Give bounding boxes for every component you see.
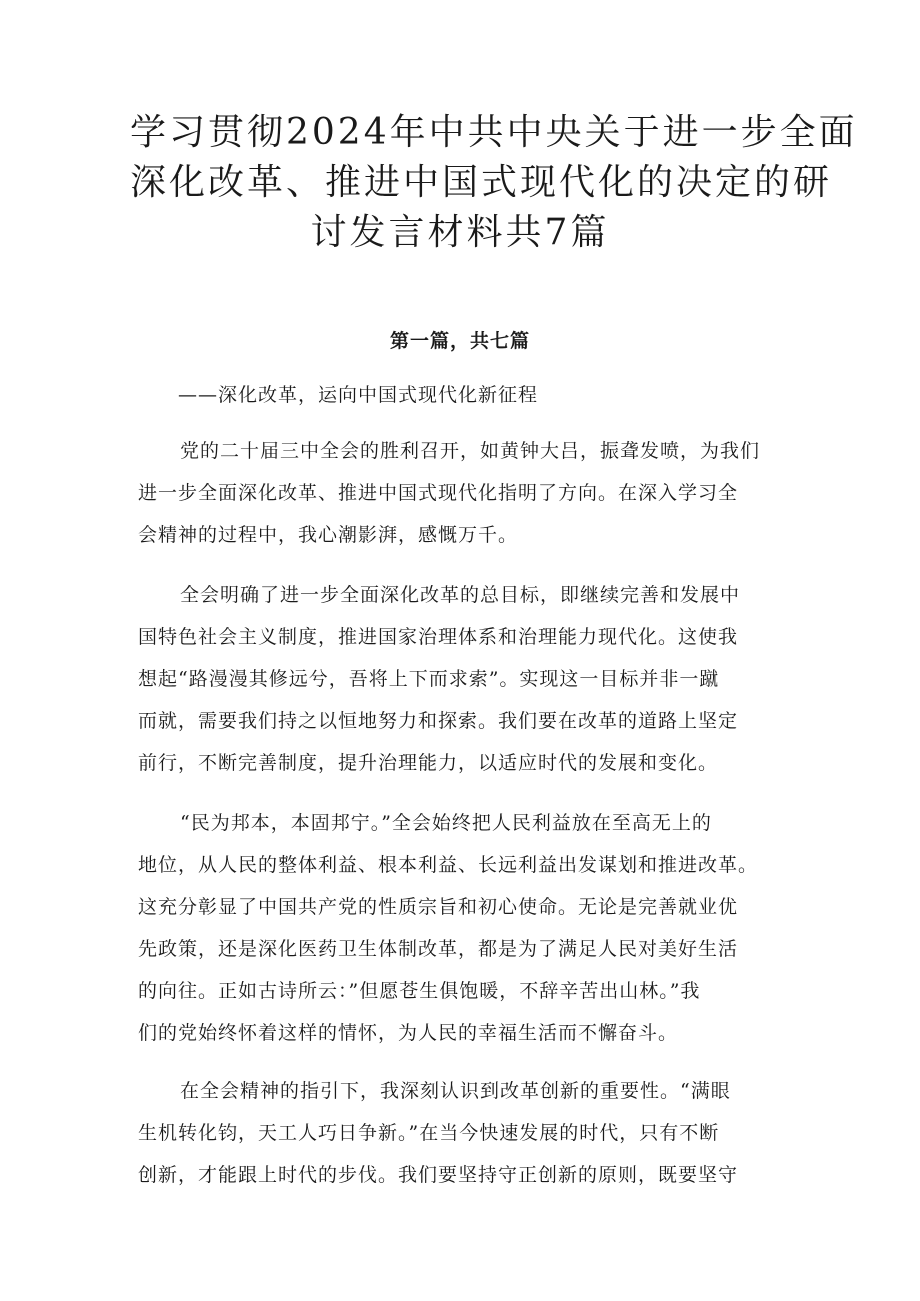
title-line: 学习贯彻2024年中共中央关于进一步全面: [130, 112, 858, 153]
paragraph-line: 地位，从人民的整体利益、根本利益、长远利益出发谋划和推进改革。: [138, 854, 759, 876]
paragraph-line: 想起“路漫漫其修远兮，吾将上下而求索”。实现这一目标并非一蹴: [138, 668, 720, 690]
paragraph-line: 前行，不断完善制度，提升治理能力，以适应时代的发展和变化。: [138, 752, 719, 774]
paragraph-line: “民为邦本，本固邦宁。”全会始终把人民利益放在至高无上的: [180, 812, 712, 834]
section-subtitle: ——深化改革，运向中国式现代化新征程: [178, 384, 539, 406]
paragraph-2: [138, 574, 798, 784]
paragraph-3: [138, 802, 798, 1054]
paragraph-1: [138, 430, 798, 556]
paragraph-line: 进一步全面深化改革、推进中国式现代化指明了方向。在深入学习全: [138, 482, 739, 504]
paragraph-line: 这充分彰显了中国共产党的性质宗旨和初心使命。无论是完善就业优: [138, 896, 739, 918]
paragraph-line: 先政策，还是深化医药卫生体制改革，都是为了满足人民对美好生活: [138, 938, 739, 960]
paragraph-line: 而就，需要我们持之以恒地努力和探索。我们要在改革的道路上坚定: [138, 710, 739, 732]
paragraph-line: 全会明确了进一步全面深化改革的总目标，即继续完善和发展中: [180, 584, 741, 606]
paragraph-line: 的向往。正如古诗所云：”但愿苍生俱饱暖，不辞辛苦出山林。”我: [138, 980, 701, 1002]
title-line: 讨发言材料共7篇: [310, 212, 610, 253]
section-title: 第一篇，共七篇: [389, 330, 530, 352]
title-line: 深化改革、推进中国式现代化的决定的研: [130, 162, 833, 203]
paragraph-line: 党的二十届三中全会的胜利召开，如黄钟大吕，振聋发喷，为我们: [180, 440, 761, 462]
paragraph-line: 们的党始终怀着这样的情怀，为人民的幸福生活而不懈奋斗。: [138, 1022, 679, 1044]
paragraph-line: 会精神的过程中，我心潮影湃，感慨万千。: [138, 524, 519, 546]
paragraph-line: 在全会精神的指引下，我深刻认识到改革创新的重要性。“满眼: [180, 1080, 731, 1102]
paragraph-4: [138, 1070, 798, 1196]
paragraph-line: 生机转化钧，天工人巧日争新。”在当今快速发展的时代，只有不断: [138, 1122, 720, 1144]
paragraph-line: 国特色社会主义制度，推进国家治理体系和治理能力现代化。这使我: [138, 626, 739, 648]
paragraph-line: 创新，才能跟上时代的步伐。我们要坚持守正创新的原则，既要坚守: [138, 1164, 739, 1186]
document-title: [130, 108, 858, 258]
